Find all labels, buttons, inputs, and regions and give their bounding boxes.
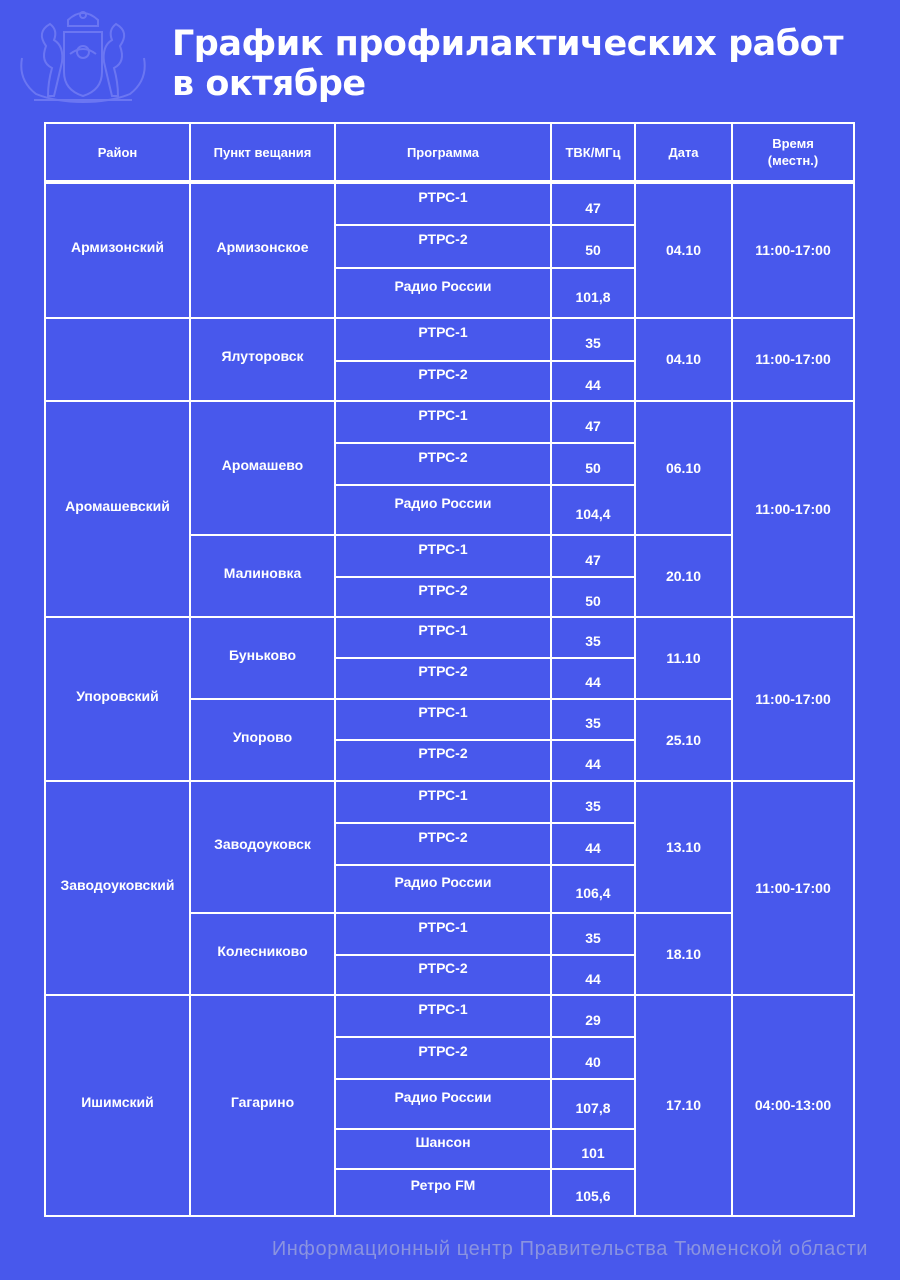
district-cell-text: Упоровский [76, 687, 159, 704]
program-cell [335, 361, 551, 401]
program-cell-text: Радио России [394, 873, 492, 890]
date-cell [635, 182, 732, 318]
frequency-cell [551, 225, 635, 268]
table-row [45, 781, 854, 823]
program-cell-text: РТРС-2 [418, 581, 468, 598]
program-cell [335, 485, 551, 535]
date-cell-text: 25.10 [665, 731, 702, 748]
date-cell [635, 401, 732, 535]
frequency-cell [551, 182, 635, 225]
program-cell [335, 617, 551, 658]
program-cell [335, 535, 551, 577]
frequency-cell-text: 35 [585, 797, 601, 814]
program-cell-text: Ретро FM [410, 1177, 476, 1193]
date-cell-text: 11.10 [666, 649, 701, 666]
frequency-cell-text: 101,8 [575, 288, 611, 305]
date-cell-text: 04.10 [665, 351, 702, 367]
date-cell [635, 995, 732, 1216]
program-cell [335, 781, 551, 823]
frequency-cell [551, 699, 635, 740]
table-row [45, 182, 854, 225]
program-cell-text: РТРС-1 [418, 188, 468, 205]
frequency-cell-text: 101 [581, 1144, 605, 1161]
frequency-cell-text: 44 [585, 674, 601, 690]
table-row [45, 995, 854, 1037]
district-cell-text: Армизонский [70, 239, 165, 255]
date-cell [635, 781, 732, 913]
program-cell-text: РТРС-1 [418, 786, 468, 803]
frequency-cell [551, 1169, 635, 1216]
program-cell [335, 1037, 551, 1079]
schedule-table [44, 122, 855, 1217]
table-header-row [45, 123, 854, 182]
program-cell [335, 740, 551, 781]
frequency-cell-text: 107,8 [575, 1099, 611, 1116]
point-cell [190, 617, 335, 699]
time-cell-text: 11:00-17:00 [755, 242, 831, 258]
frequency-cell [551, 1037, 635, 1079]
frequency-cell-text: 50 [585, 242, 601, 258]
frequency-cell-text: 40 [585, 1053, 601, 1070]
time-cell-text: 11:00-17:00 [755, 351, 831, 367]
frequency-cell [551, 955, 635, 995]
date-cell [635, 318, 732, 401]
page-title [172, 24, 843, 104]
point-cell-text: Аромашево [221, 456, 304, 473]
date-cell [635, 699, 732, 781]
frequency-cell [551, 823, 635, 865]
program-cell-text: РТРС-2 [418, 745, 468, 761]
table-row [45, 617, 854, 658]
schedule-table-body [45, 182, 854, 1216]
frequency-cell-text: 35 [585, 929, 601, 946]
time-cell [732, 401, 854, 617]
date-cell [635, 535, 732, 617]
point-cell [190, 401, 335, 535]
district-cell [45, 182, 190, 318]
frequency-cell [551, 913, 635, 955]
program-cell-text: Шансон [415, 1133, 471, 1150]
frequency-cell-text: 44 [585, 970, 601, 987]
program-cell [335, 1169, 551, 1216]
program-cell-text: РТРС-1 [418, 1000, 468, 1017]
frequency-cell-text: 50 [585, 459, 601, 476]
program-cell [335, 995, 551, 1037]
frequency-cell-text: 35 [585, 715, 601, 731]
program-cell-text: РТРС-2 [418, 365, 468, 382]
table-row [45, 318, 854, 361]
date-cell [635, 617, 732, 699]
frequency-cell [551, 401, 635, 443]
program-cell [335, 913, 551, 955]
frequency-cell-text: 44 [585, 376, 601, 393]
program-cell [335, 182, 551, 225]
date-cell [635, 913, 732, 995]
time-cell [732, 318, 854, 401]
program-cell-text: РТРС-2 [418, 959, 468, 976]
program-cell [335, 823, 551, 865]
district-cell [45, 995, 190, 1216]
point-cell-text: Ялуторовск [221, 348, 304, 364]
frequency-cell [551, 443, 635, 485]
frequency-cell-text: 50 [585, 592, 601, 609]
program-cell [335, 318, 551, 361]
frequency-cell [551, 1079, 635, 1129]
date-cell-text: 04.10 [665, 242, 702, 258]
column-header-time [732, 123, 854, 182]
frequency-cell [551, 485, 635, 535]
column-header-time-line-1: Время [772, 136, 814, 151]
program-cell [335, 443, 551, 485]
column-header-program: Программа [335, 123, 551, 182]
program-cell [335, 1129, 551, 1169]
frequency-cell [551, 617, 635, 658]
date-cell-text: 20.10 [665, 567, 702, 584]
program-cell [335, 865, 551, 913]
column-header-frequency: ТВК/МГц [551, 123, 635, 182]
time-cell [732, 995, 854, 1216]
program-cell-text: РТРС-1 [418, 622, 468, 638]
program-cell-text: Радио России [394, 494, 492, 511]
frequency-cell [551, 865, 635, 913]
column-header-date: Дата [635, 123, 732, 182]
footer-credit: Информационный центр Правительства Тюменской области [271, 1238, 868, 1260]
frequency-cell-text: 47 [585, 551, 601, 568]
frequency-cell-text: 29 [585, 1011, 601, 1028]
time-cell-text: 11:00-17:00 [755, 879, 831, 896]
date-cell-text: 18.10 [665, 945, 702, 962]
point-cell-text: Армизонское [216, 239, 309, 255]
frequency-cell [551, 535, 635, 577]
district-cell [45, 617, 190, 781]
program-cell [335, 225, 551, 268]
frequency-cell [551, 318, 635, 361]
point-cell [190, 995, 335, 1216]
column-header-point: Пункт вещания [190, 123, 335, 182]
frequency-cell-text: 44 [585, 756, 601, 772]
frequency-cell-text: 44 [585, 839, 601, 856]
frequency-cell [551, 740, 635, 781]
frequency-cell-text: 106,4 [575, 884, 611, 901]
point-cell [190, 781, 335, 913]
point-cell-text: Упорово [232, 728, 293, 745]
point-cell-text: Малиновка [223, 564, 302, 581]
date-cell-text: 13.10 [665, 838, 702, 855]
frequency-cell [551, 361, 635, 401]
program-cell-text: РТРС-2 [418, 663, 468, 679]
program-cell [335, 268, 551, 318]
title-line-1: График профилактических работ [172, 24, 844, 64]
frequency-cell-text: 47 [585, 417, 601, 434]
frequency-cell [551, 781, 635, 823]
title-line-2: в октябре [172, 64, 366, 104]
point-cell [190, 182, 335, 318]
point-cell [190, 699, 335, 781]
program-cell-text: РТРС-2 [418, 1042, 468, 1059]
district-cell-text: Ишимский [81, 1094, 154, 1110]
frequency-cell-text: 35 [585, 633, 601, 649]
point-cell [190, 535, 335, 617]
program-cell-text: РТРС-2 [418, 828, 468, 845]
frequency-cell-text: 35 [585, 335, 601, 351]
date-cell-text: 06.10 [665, 459, 702, 476]
frequency-cell-text: 47 [585, 199, 601, 216]
program-cell [335, 699, 551, 740]
time-cell-text: 04:00-13:00 [754, 1097, 832, 1113]
point-cell-text: Гагарино [230, 1094, 295, 1110]
district-cell [45, 401, 190, 617]
frequency-cell [551, 577, 635, 617]
time-cell-text: 11:00-17:00 [755, 690, 831, 707]
district-cell [45, 781, 190, 995]
frequency-cell-text: 105,6 [575, 1188, 611, 1204]
program-cell-text: РТРС-1 [418, 918, 468, 935]
column-header-time-line-2: (местн.) [767, 153, 819, 168]
point-cell-text: Колесниково [217, 942, 308, 959]
time-cell-text: 11:00-17:00 [755, 500, 831, 517]
point-cell-text: Заводоуковск [214, 835, 311, 852]
frequency-cell [551, 1129, 635, 1169]
column-header-district: Район [45, 123, 190, 182]
program-cell-text: РТРС-1 [418, 406, 468, 423]
point-cell [190, 318, 335, 401]
point-cell [190, 913, 335, 995]
frequency-cell [551, 268, 635, 318]
frequency-cell [551, 995, 635, 1037]
program-cell-text: РТРС-1 [418, 540, 468, 557]
program-cell [335, 577, 551, 617]
time-cell [732, 781, 854, 995]
district-cell-text: Заводоуковский [60, 876, 175, 893]
program-cell [335, 658, 551, 699]
time-cell [732, 617, 854, 781]
district-cell [45, 318, 190, 401]
program-cell-text: РТРС-1 [418, 704, 468, 720]
coat-of-arms-icon [16, 6, 150, 104]
district-cell-text: Аромашевский [65, 497, 170, 514]
frequency-cell-text: 104,4 [575, 505, 611, 522]
program-cell-text: РТРС-2 [418, 231, 468, 247]
table-row [45, 401, 854, 443]
point-cell-text: Буньково [228, 646, 297, 663]
time-cell [732, 182, 854, 318]
program-cell-text: Радио России [394, 277, 492, 294]
frequency-cell [551, 658, 635, 699]
program-cell-text: РТРС-1 [418, 324, 468, 340]
program-cell-text: РТРС-2 [418, 448, 468, 465]
program-cell [335, 401, 551, 443]
program-cell [335, 955, 551, 995]
program-cell [335, 1079, 551, 1129]
date-cell-text: 17.10 [665, 1097, 702, 1113]
program-cell-text: Радио России [394, 1088, 492, 1105]
